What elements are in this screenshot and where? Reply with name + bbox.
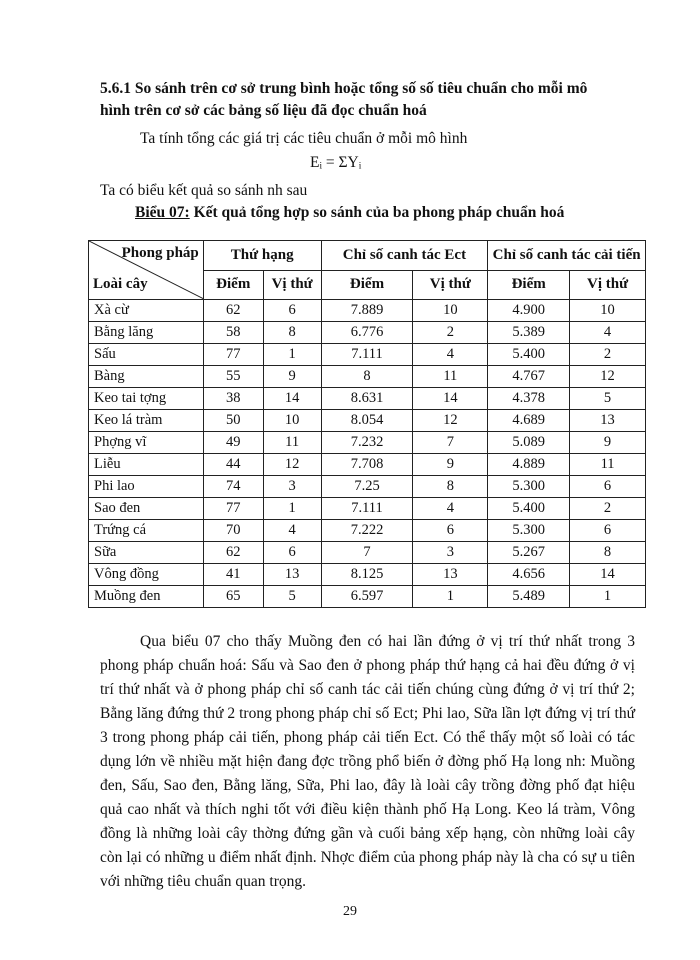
table-row	[89, 432, 646, 454]
value-cell: 10	[263, 410, 321, 432]
species-name-cell: Muồng đen	[89, 586, 204, 608]
value-cell: 38	[203, 388, 263, 410]
value-cell: 5.089	[488, 432, 570, 454]
value-cell: 6	[263, 300, 321, 322]
value-cell: 12	[570, 366, 646, 388]
value-cell: 77	[203, 498, 263, 520]
species-name-cell: Sao đen	[89, 498, 204, 520]
value-cell: 4.767	[488, 366, 570, 388]
species-name-cell: Bàng	[89, 366, 204, 388]
value-cell: 5.400	[488, 498, 570, 520]
table-body	[89, 300, 646, 608]
table-row	[89, 586, 646, 608]
value-cell: 5.489	[488, 586, 570, 608]
value-cell: 62	[203, 542, 263, 564]
species-name-cell: Xà cừ	[89, 300, 204, 322]
value-cell: 11	[263, 432, 321, 454]
value-cell: 8.631	[321, 388, 413, 410]
value-cell: 8.054	[321, 410, 413, 432]
value-cell: 7.111	[321, 498, 413, 520]
group-header-rank: Thứ hạng	[203, 241, 321, 271]
table-caption	[135, 204, 564, 222]
species-name-cell: Keo tai tợng	[89, 388, 204, 410]
value-cell: 4	[413, 498, 488, 520]
value-cell: 6	[570, 476, 646, 498]
value-cell: 4.889	[488, 454, 570, 476]
value-cell: 13	[570, 410, 646, 432]
value-cell: 9	[263, 366, 321, 388]
species-name-cell: Sữa	[89, 542, 204, 564]
value-cell: 12	[413, 410, 488, 432]
value-cell: 7.708	[321, 454, 413, 476]
section-heading	[100, 78, 640, 122]
species-name-cell: Keo lá tràm	[89, 410, 204, 432]
value-cell: 77	[203, 344, 263, 366]
table-row	[89, 542, 646, 564]
value-cell: 6	[263, 542, 321, 564]
value-cell: 5.300	[488, 476, 570, 498]
value-cell: 7.222	[321, 520, 413, 542]
value-cell: 41	[203, 564, 263, 586]
value-cell: 49	[203, 432, 263, 454]
value-cell: 6	[413, 520, 488, 542]
value-cell: 6.776	[321, 322, 413, 344]
species-name-cell: Trứng cá	[89, 520, 204, 542]
value-cell: 14	[263, 388, 321, 410]
value-cell: 5.267	[488, 542, 570, 564]
value-cell: 4.689	[488, 410, 570, 432]
species-name-cell: Sấu	[89, 344, 204, 366]
table-row	[89, 476, 646, 498]
value-cell: 44	[203, 454, 263, 476]
group-header-improved: Chỉ số canh tác cải tiến	[488, 241, 646, 271]
value-cell: 8	[413, 476, 488, 498]
value-cell: 7	[321, 542, 413, 564]
value-cell: 5	[263, 586, 321, 608]
value-cell: 2	[570, 344, 646, 366]
value-cell: 65	[203, 586, 263, 608]
table-row	[89, 498, 646, 520]
table-row	[89, 388, 646, 410]
value-cell: 4	[263, 520, 321, 542]
section-heading-line1: 5.6.1 So sánh trên cơ sở trung bình hoặc tổng số số tiêu chuẩn cho mỗi mô	[100, 80, 588, 97]
value-cell: 4.900	[488, 300, 570, 322]
value-cell: 1	[570, 586, 646, 608]
value-cell: 10	[570, 300, 646, 322]
value-cell: 13	[263, 564, 321, 586]
value-cell: 3	[413, 542, 488, 564]
table-row	[89, 366, 646, 388]
value-cell: 2	[413, 322, 488, 344]
value-cell: 8	[570, 542, 646, 564]
value-cell: 5	[570, 388, 646, 410]
value-cell: 8	[263, 322, 321, 344]
value-cell: 6.597	[321, 586, 413, 608]
value-cell: 7.889	[321, 300, 413, 322]
group-header-ect: Chỉ số canh tác Ect	[321, 241, 488, 271]
value-cell: 1	[263, 344, 321, 366]
value-cell: 3	[263, 476, 321, 498]
subheader-score: Điểm	[203, 270, 263, 300]
section-heading-line2: hình trên cơ sở các bảng số liệu đã đọc chuẩn hoá	[100, 102, 427, 119]
table-row	[89, 300, 646, 322]
value-cell: 50	[203, 410, 263, 432]
intro-text: Ta tính tổng các giá trị các tiêu chuẩn ở mỗi mô hình	[140, 130, 468, 147]
value-cell: 70	[203, 520, 263, 542]
value-cell: 14	[570, 564, 646, 586]
body-paragraph: Qua biểu 07 cho thấy Muồng đen có hai lần đứng ở vị trí thứ nhất trong 3 phong pháp chuẩn hoá: Sấu và Sao đen ở phong pháp thứ hạng cả hai đều đứng ở vị trí thứ nhất và ở phong pháp chỉ số canh tác cải tiến chúng cùng đứng ở vị trí thứ 2; Bằng lăng đứng thứ 2 trong phong pháp chỉ số Ect; Phi lao, Sữa lần lợt đứng vị trí thứ 3 trong phong pháp cải tiến, phong pháp cải tiến Ect. Có thể thấy một số loài có tác dụng lớn về nhiều mặt hiện đang đợc trồng phổ biến ở đờng phố Hạ long nh: Muồng đen, Sấu, Sao đen, Bằng lăng, Sữa, Phi lao, đây là loài cây trồng đờng phố đạt hiệu quả cao nhất và thích nghi tốt với điều kiện thành phố Hạ Long. Keo lá tràm, Vông đồng là những loài cây thờng đứng gần và cuối bảng xếp hạng, còn những loài cây còn lại có những u điểm nhất định. Nhợc điểm của phong pháp này là cha có sự u tiên với những tiêu chuẩn quan trọng.	[100, 633, 635, 890]
table-caption-label: Biểu 07:	[135, 204, 190, 221]
corner-header-method: Phong pháp	[121, 245, 199, 261]
corner-header	[89, 241, 204, 300]
table-row	[89, 322, 646, 344]
species-name-cell: Liễu	[89, 454, 204, 476]
table-row	[89, 564, 646, 586]
value-cell: 1	[413, 586, 488, 608]
table-row	[89, 410, 646, 432]
value-cell: 6	[570, 520, 646, 542]
table-caption-text: Kết quả tổng hợp so sánh của ba phong pháp chuẩn hoá	[189, 204, 565, 221]
value-cell: 11	[570, 454, 646, 476]
value-cell: 7.111	[321, 344, 413, 366]
subheader-position: Vị thứ	[413, 270, 488, 300]
value-cell: 14	[413, 388, 488, 410]
value-cell: 62	[203, 300, 263, 322]
comparison-table	[88, 240, 646, 608]
subheader-position: Vị thứ	[263, 270, 321, 300]
value-cell: 5.389	[488, 322, 570, 344]
value-cell: 7.232	[321, 432, 413, 454]
value-cell: 9	[570, 432, 646, 454]
subheader-position: Vị thứ	[570, 270, 646, 300]
species-name-cell: Vông đồng	[89, 564, 204, 586]
value-cell: 7	[413, 432, 488, 454]
value-cell: 8.125	[321, 564, 413, 586]
value-cell: 4	[570, 322, 646, 344]
value-cell: 4.656	[488, 564, 570, 586]
subheader-score: Điểm	[321, 270, 413, 300]
value-cell: 74	[203, 476, 263, 498]
value-cell: 7.25	[321, 476, 413, 498]
species-name-cell: Bằng lăng	[89, 322, 204, 344]
value-cell: 58	[203, 322, 263, 344]
corner-header-species: Loài cây	[93, 276, 148, 292]
value-cell: 4.378	[488, 388, 570, 410]
value-cell: 9	[413, 454, 488, 476]
value-cell: 13	[413, 564, 488, 586]
table-row	[89, 454, 646, 476]
value-cell: 4	[413, 344, 488, 366]
value-cell: 2	[570, 498, 646, 520]
formula: Eᵢ = ΣYᵢ	[310, 154, 362, 171]
value-cell: 5.400	[488, 344, 570, 366]
value-cell: 1	[263, 498, 321, 520]
value-cell: 10	[413, 300, 488, 322]
value-cell: 55	[203, 366, 263, 388]
subheader-score: Điểm	[488, 270, 570, 300]
value-cell: 8	[321, 366, 413, 388]
value-cell: 5.300	[488, 520, 570, 542]
table-row	[89, 344, 646, 366]
result-intro-text: Ta có biểu kết quả so sánh nh sau	[100, 182, 308, 199]
value-cell: 11	[413, 366, 488, 388]
table-row	[89, 520, 646, 542]
page-number: 29	[343, 904, 357, 919]
value-cell: 12	[263, 454, 321, 476]
species-name-cell: Phi lao	[89, 476, 204, 498]
species-name-cell: Phợng vĩ	[89, 432, 204, 454]
